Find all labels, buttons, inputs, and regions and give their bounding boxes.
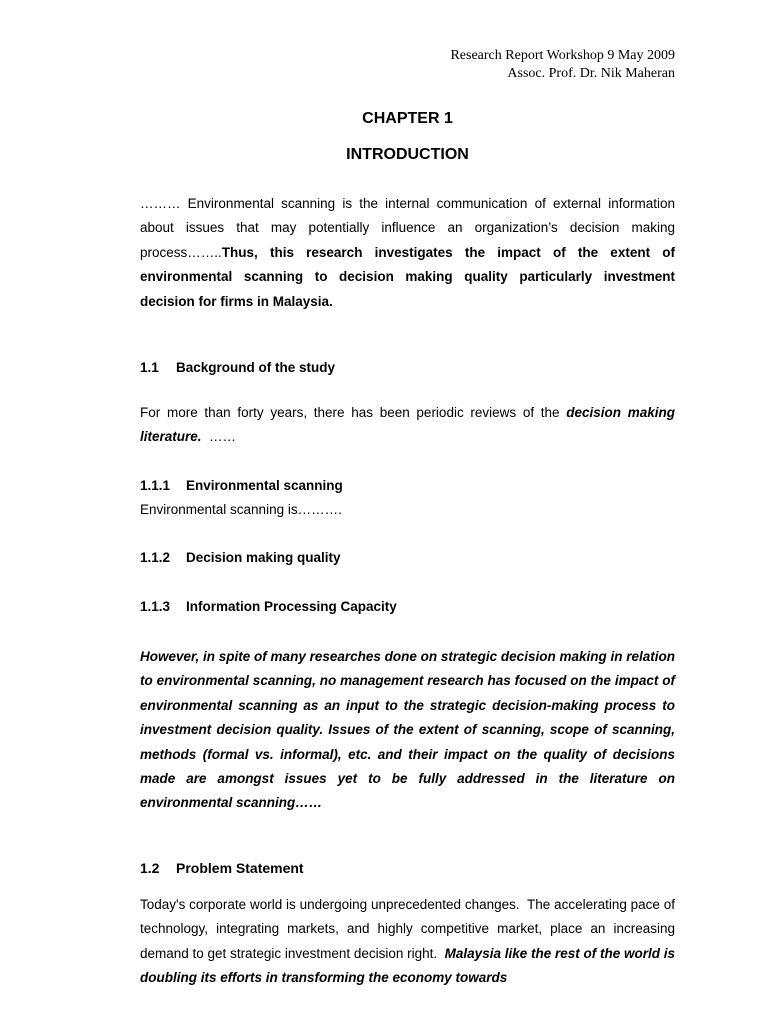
background-ellipsis: …… xyxy=(201,429,237,445)
problem-text: Today's corporate world is undergoing unprecedented changes. The accelerating pace of technology, integrating markets, and highly competitive market, place an increasing demand to get strategic investment decision right. xyxy=(140,897,679,961)
section-number: 1.1.1 xyxy=(140,478,171,493)
chapter-number: CHAPTER 1 xyxy=(362,110,453,127)
section-title: Information Processing Capacity xyxy=(186,599,397,614)
section-heading-1-1-2 xyxy=(140,548,341,568)
section-number: 1.2 xyxy=(140,860,160,876)
background-text: For more than forty years, there has been periodic reviews of the xyxy=(140,405,567,420)
header-workshop-line: Research Report Workshop 9 May 2009 xyxy=(450,48,675,63)
problem-emphasis: Malaysia like the rest of the world is doubling its efforts in transforming the economy towards xyxy=(140,945,675,986)
section-title: Environmental scanning xyxy=(186,478,343,493)
section-heading-1-1-3 xyxy=(140,597,397,617)
background-paragraph xyxy=(140,401,675,450)
section-heading-1-1 xyxy=(140,358,335,378)
intro-bold-text: Thus, this research investigates the impact of the extent of environmental scanning to decision making quality particularly investment decision for firms in Malaysia. xyxy=(140,244,675,309)
intro-paragraph xyxy=(140,192,675,314)
running-header xyxy=(450,47,675,83)
section-heading-1-1-1 xyxy=(140,476,343,496)
environmental-scanning-text: Environmental scanning is………. xyxy=(140,502,342,517)
research-gap-paragraph: However, in spite of many researches done on strategic decision making in relation to environmental scanning, no management research has focused on the impact of environmental scanning as an input to the strategic decision-making process to investment decision quality. Issues of the extent of scanning, scope of scanning, methods (formal vs. informal), etc. and their impact on the quality of decisions made are amongst issues yet to be fully addressed in the literature on environmental scanning…… xyxy=(140,649,675,811)
section-heading-1-2 xyxy=(140,858,304,878)
header-author-line: Assoc. Prof. Dr. Nik Maheran xyxy=(507,66,675,81)
section-title: Problem Statement xyxy=(176,860,304,876)
section-number: 1.1 xyxy=(140,360,159,375)
chapter-title: INTRODUCTION xyxy=(346,146,469,163)
section-title: Decision making quality xyxy=(186,550,341,565)
section-title: Background of the study xyxy=(176,360,336,375)
section-number: 1.1.2 xyxy=(140,550,171,565)
section-number: 1.1.3 xyxy=(140,599,171,614)
intro-text: ……… Environmental scanning is the internal communication of external information about issues that may potentially influence an organization’s decision making process…….. xyxy=(140,196,675,260)
background-emphasis: decision making literature. xyxy=(140,405,675,445)
problem-statement-paragraph xyxy=(140,893,679,991)
